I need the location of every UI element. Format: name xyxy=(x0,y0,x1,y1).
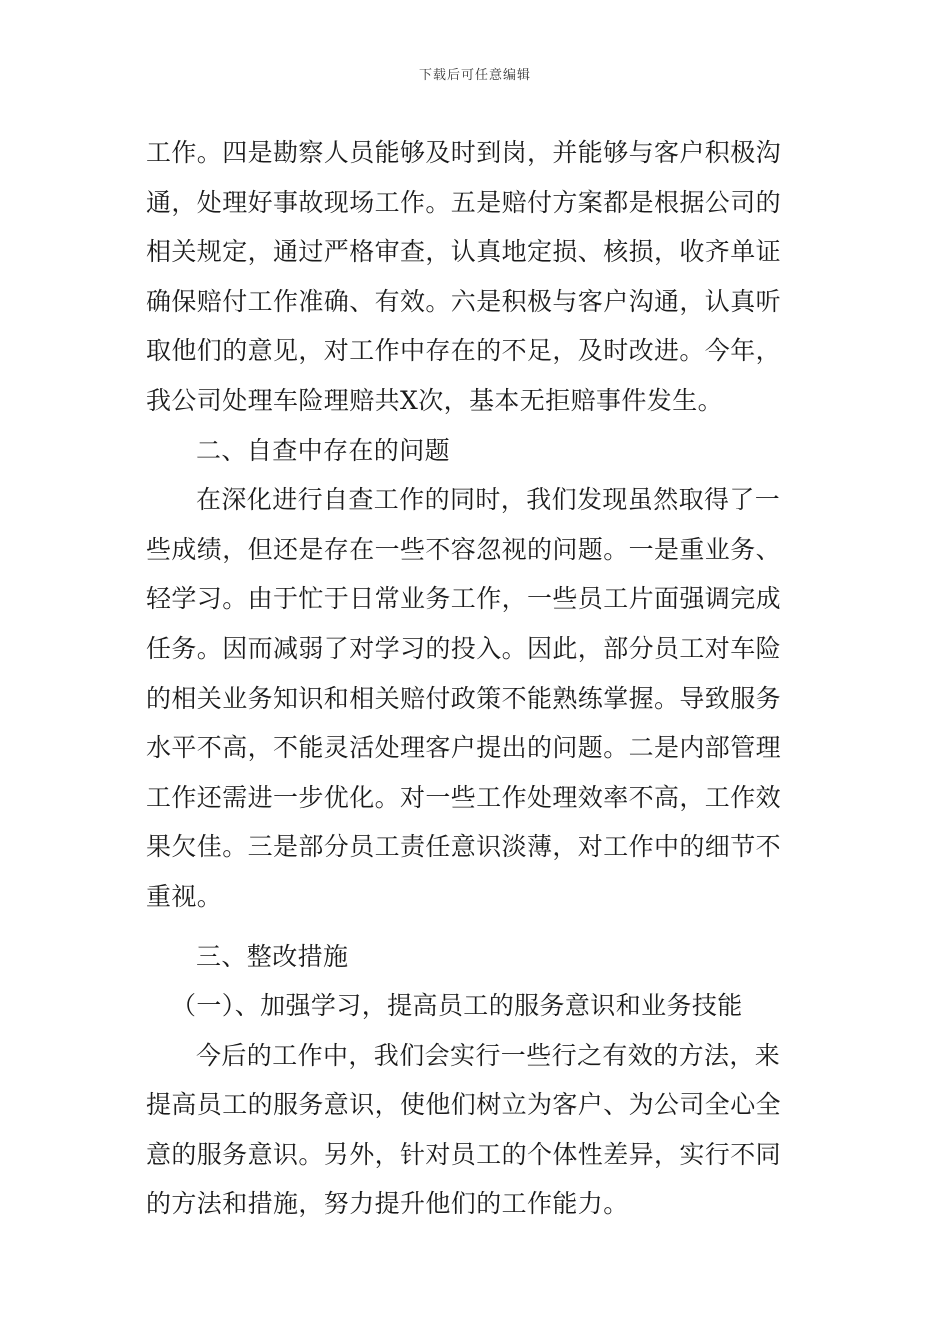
body-line: 任务。因而减弱了对学习的投入。因此，部分员工对车险 xyxy=(146,633,782,663)
body-line: 意的服务意识。另外，针对员工的个体性差异，实行不同 xyxy=(146,1139,782,1169)
body-line: 提高员工的服务意识，使他们树立为客户、为公司全心全 xyxy=(146,1090,782,1120)
page-header-note: 下载后可任意编辑 xyxy=(418,68,531,83)
body-line: 工作还需进一步优化。对一些工作处理效率不高，工作效 xyxy=(146,782,782,812)
body-line: 今后的工作中，我们会实行一些行之有效的方法，来 xyxy=(196,1040,781,1070)
body-line: 我公司处理车险理赔共X次，基本无拒赔事件发生。 xyxy=(146,385,723,415)
body-line: 的方法和措施，努力提升他们的工作能力。 xyxy=(146,1189,629,1219)
section-heading: 三、整改措施 xyxy=(196,941,349,971)
body-line: 取他们的意见，对工作中存在的不足，及时改进。今年， xyxy=(146,336,782,366)
body-line: 在深化进行自查工作的同时，我们发现虽然取得了一 xyxy=(196,485,781,515)
body-line: 果欠佳。三是部分员工责任意识淡薄，对工作中的细节不 xyxy=(146,832,782,862)
section-heading: 二、自查中存在的问题 xyxy=(196,435,451,465)
body-line: 确保赔付工作准确、有效。六是积极与客户沟通，认真听 xyxy=(146,286,782,316)
subsection-heading: （一）、加强学习，提高员工的服务意识和业务技能 xyxy=(171,991,743,1021)
body-line: 通，处理好事故现场工作。五是赔付方案都是根据公司的 xyxy=(146,187,782,217)
body-line: 轻学习。由于忙于日常业务工作，一些员工片面强调完成 xyxy=(146,584,782,614)
body-line: 工作。四是勘察人员能够及时到岗，并能够与客户积极沟 xyxy=(146,138,782,167)
body-line: 水平不高，不能灵活处理客户提出的问题。二是内部管理 xyxy=(146,733,782,763)
document-body xyxy=(146,128,808,1229)
body-line: 的相关业务知识和相关赔付政策不能熟练掌握。导致服务 xyxy=(146,683,782,713)
body-line: 重视。 xyxy=(146,881,223,911)
body-line: 相关规定，通过严格审查，认真地定损、核损，收齐单证 xyxy=(146,237,782,267)
body-line: 些成绩，但还是存在一些不容忽视的问题。一是重业务、 xyxy=(146,534,782,564)
